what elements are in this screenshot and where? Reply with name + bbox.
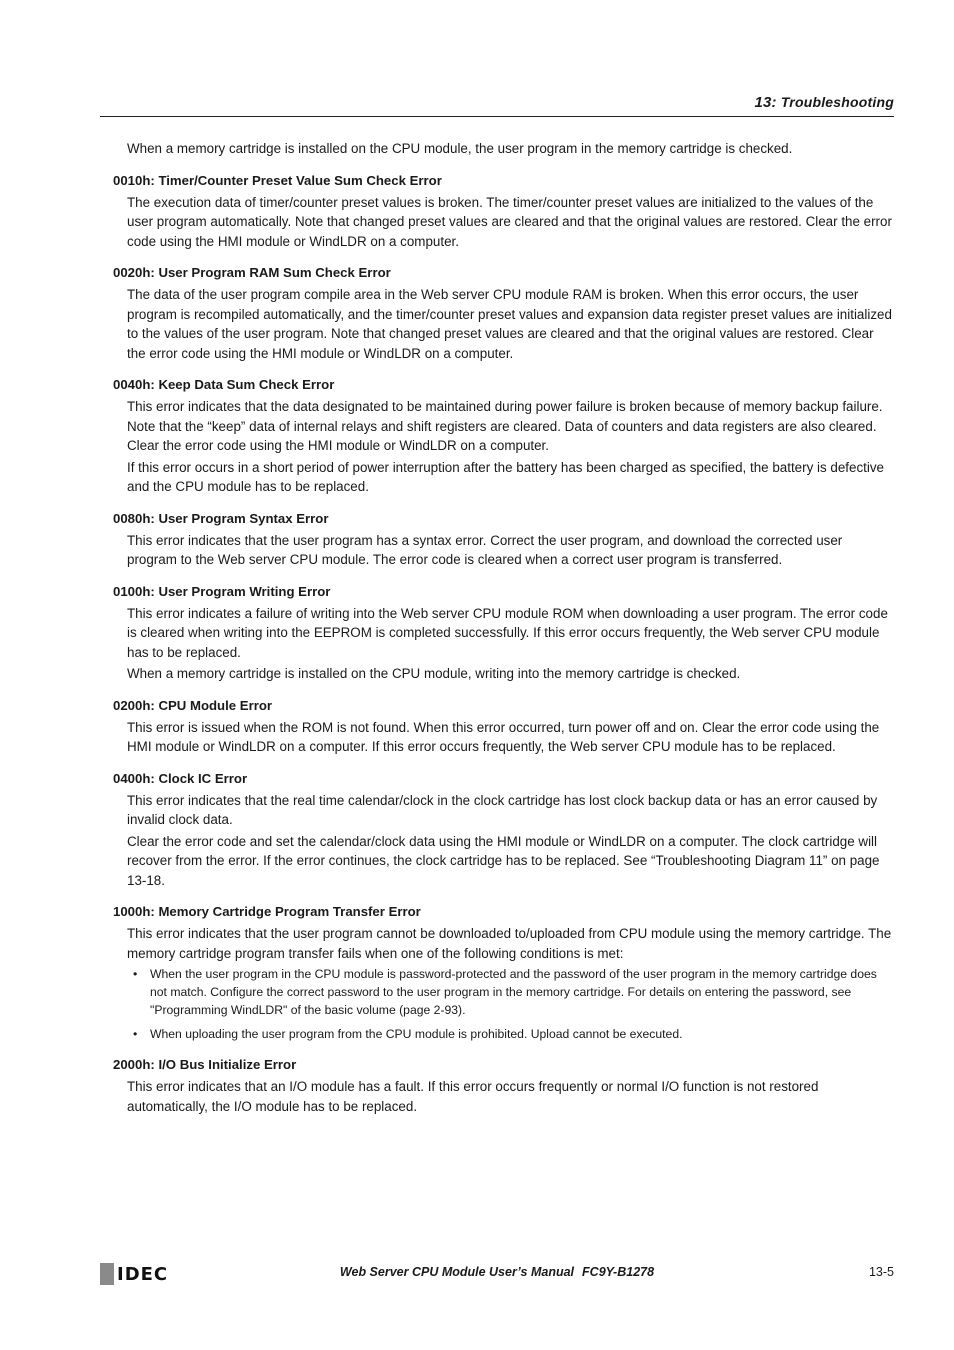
section-paragraph: This error indicates that the real time calendar/clock in the clock cartridge has lost clock backup data or has an error caused by invalid clock data. <box>127 792 878 827</box>
section-paragraph: Clear the error code and set the calendar/clock data using the HMI module or WindLDR on a computer. The clock cartridge will recover from the error. If the error continues, the clock cartridge has to be replaced. See “Troubleshooting Diagram 11” on page 13-18. <box>127 833 880 888</box>
page-footer <box>100 1262 894 1288</box>
section-paragraph: If this error occurs in a short period of power interruption after the battery has been charged as specified, the battery is defective and the CPU module has to be replaced. <box>127 459 884 494</box>
section-paragraph: This error indicates that the data designated to be maintained during power failure is broken because of memory backup failure. Note that the “keep” data of internal relays and shift registers are cleared. Data of counters and data registers are also cleared. Clear the error code using the HMI module or WindLDR on a computer. <box>127 399 883 453</box>
chapter-name: Troubleshooting <box>780 94 894 110</box>
section-title: 0100h: User Program Writing Error <box>113 583 331 599</box>
intro-paragraph: When a memory cartridge is installed on the CPU module, the user program in the memory cartridge is checked. <box>127 141 793 156</box>
chapter-number: 13: <box>754 94 777 111</box>
section-paragraph: This error indicates that the user program cannot be downloaded to/uploaded from CPU module using the memory cartridge. The memory cartridge program transfer fails when one of the following conditions is met: <box>127 926 892 961</box>
page-content <box>100 139 894 1118</box>
section-1000h <box>100 903 894 1043</box>
section-0040h <box>100 376 894 497</box>
section-title: 0400h: Clock IC Error <box>113 770 248 786</box>
section-paragraph: This error is issued when the ROM is not found. When this error occurred, turn power off and on. Clear the error code using the HMI module or WindLDR on a computer. If this error occurs frequently, the Web server CPU module has to be replaced. <box>127 719 880 754</box>
section-paragraph: This error indicates a failure of writing into the Web server CPU module ROM when downloading a user program. The error code is cleared when writing into the EEPROM is completed successfully. If this error occurs frequently, the Web server CPU module has to be replaced. <box>127 605 888 660</box>
section-0200h <box>100 697 894 757</box>
bullet-icon: • <box>133 1027 138 1041</box>
section-title: 0080h: User Program Syntax Error <box>113 510 329 526</box>
list-item-text: When uploading the user program from the CPU module is prohibited. Upload cannot be executed. <box>150 1027 683 1041</box>
list-item-text: When the user program in the CPU module is password-protected and the password of the user program in the memory cartridge does not match. Configure the correct password to the user program in the memory cartridge. For details on entering the password, see "Programming WindLDR" of the basic volume (page 2-93). <box>150 967 877 1017</box>
manual-code: FC9Y-B1278 <box>582 1265 655 1279</box>
list-item <box>127 1025 894 1043</box>
section-paragraph: The execution data of timer/counter preset values is broken. The timer/counter preset values are initialized to the values of the user program automatically. Note that changed preset values are cleared and that the original values are restored. Clear the error code using the HMI module or WindLDR on a computer. <box>127 194 892 249</box>
section-title: 0040h: Keep Data Sum Check Error <box>113 377 335 392</box>
list-item <box>127 965 894 1019</box>
section-paragraph: This error indicates that the user program has a syntax error. Correct the user program, and download the corrected user program to the Web server CPU module. The error code is cleared when a correct user program is transferred. <box>127 532 843 567</box>
bullet-icon: • <box>133 967 138 981</box>
section-title: 1000h: Memory Cartridge Program Transfer Error <box>113 904 421 919</box>
section-0100h <box>100 583 894 684</box>
section-title: 0020h: User Program RAM Sum Check Error <box>113 265 391 280</box>
page-header <box>100 90 894 117</box>
section-paragraph: This error indicates that an I/O module has a fault. If this error occurs frequently or normal I/O function is not restored automatically, the I/O module has to be replaced. <box>127 1079 819 1114</box>
section-2000h <box>100 1056 894 1116</box>
section-paragraph: When a memory cartridge is installed on the CPU module, writing into the memory cartridge is checked. <box>127 666 741 681</box>
section-0400h <box>100 770 894 891</box>
manual-name: Web Server CPU Module User’s Manual <box>339 1265 575 1279</box>
section-title: 2000h: I/O Bus Initialize Error <box>113 1057 297 1072</box>
section-paragraph: The data of the user program compile area in the Web server CPU module RAM is broken. When this error occurs, the user program is recompiled automatically, and the timer/counter preset values and expansion data register preset values are initialized to the values of the user program. Note that changed preset values are cleared and that the original values are restored. Clear the error code using the HMI module or WindLDR on a computer. <box>127 287 892 361</box>
section-title: 0200h: CPU Module Error <box>113 697 273 713</box>
condition-list <box>127 965 894 1043</box>
section-0080h <box>100 510 894 570</box>
logo-text: IDEC <box>117 1263 169 1285</box>
page-number: 13-5 <box>868 1265 894 1279</box>
section-title: 0010h: Timer/Counter Preset Value Sum Check Error <box>113 172 442 188</box>
manual-title <box>100 1265 894 1279</box>
section-0010h <box>100 172 894 252</box>
section-0020h <box>100 264 894 363</box>
chapter-title <box>754 94 894 110</box>
